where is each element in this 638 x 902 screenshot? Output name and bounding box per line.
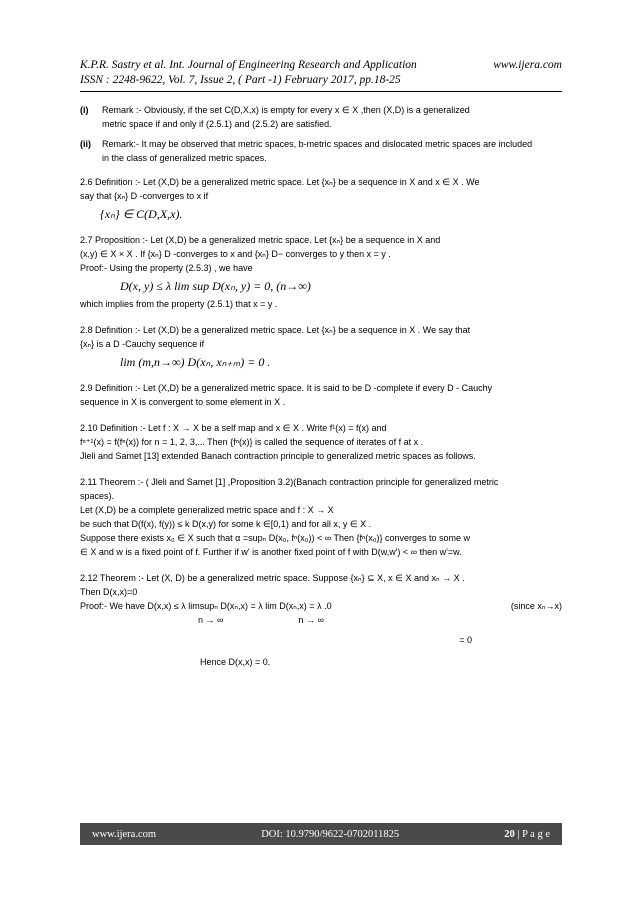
page-footer [80,823,562,845]
def28-formula: lim (m,n→∞) D(xₙ, xₙ₊ₘ) = 0 . [120,355,271,369]
remark-i-line1: Remark :- Obviously, if the set C(D,X,x) is empty for every x ∈ X ,then (X,D) is a generalized [102,105,470,115]
thm212-line1: 2.12 Theorem :- Let (X, D) be a generalized metric space. Suppose {xₙ} ⊆ X, x ∈ X and xₙ → X . [80,573,465,583]
definition-2-10 [80,421,562,463]
prop27-formula: D(x, y) ≤ λ lim sup D(xₙ, y) = 0, (n→∞) [120,279,311,293]
page-body [80,103,562,675]
remark-ii-label: (ii) [80,139,91,149]
remark-ii-line2: in the class of generalized metric spaces. [102,153,267,163]
thm212-proof-note: (since xₙ→x) [510,601,562,611]
def28-line1: 2.8 Definition :- Let (X,D) be a generalized metric space. Let {xₙ} be a sequence in X . We say that [80,325,471,335]
remark-ii-line1: Remark:- It may be observed that metric spaces, b-metric spaces and dislocated metric spaces are included [102,139,533,149]
thm212-equals-zero: = 0 [459,635,472,645]
remark-i-line2: metric space if and only if (2.5.1) and (2.5.2) are satisfied. [102,119,332,129]
prop27-line2: (x,y) ∈ X × X . If {xₙ} D -converges to x and {xₙ} D− converges to y then x = y . [80,249,391,259]
remark-i [80,103,562,131]
theorem-2-11 [80,475,562,559]
proposition-2-7 [80,233,562,311]
footer-doi[interactable]: DOI: 10.9790/9622-0702011825 [261,828,400,840]
prop27-line3: which implies from the property (2.5.1) that x = y . [80,299,278,309]
def210-line2: fⁿ⁺¹(x) = f(fⁿ(x)) for n = 1, 2, 3,... Then {fⁿ(x)} is called the sequence of iterates of f at x . [80,437,424,447]
thm212-proof: Proof:- We have D(x,x) ≤ λ limsupₙ D(xₙ,x) = λ lim D(xₙ,x) = λ .0 [80,601,332,611]
def210-line3: Jleli and Samet [13] extended Banach contraction principle to generalized metric spaces as follows. [80,451,476,461]
def29-line2: sequence in X is convergent to some element in X . [80,397,286,407]
def26-line2: say that {xₙ} D -converges to x if [80,191,209,201]
def28-line2: {xₙ} is a D -Cauchy sequence if [80,339,205,349]
issn-line: ISSN : 2248-9622, Vol. 7, Issue 2, ( Part -1) February 2017, pp.18-25 [80,74,401,86]
def210-line1: 2.10 Definition :- Let f : X → X be a self map and x ∈ X . Write f¹(x) = f(x) and [80,423,387,433]
remark-i-label: (i) [80,105,89,115]
page-word: | P a g e [514,828,550,840]
thm212-hence: Hence D(x,x) = 0. [200,657,271,667]
thm211-line6: ∈ X and w is a fixed point of f. Further if w' is another fixed point of f with D(w,w') < ∞ then w'=w. [80,547,462,557]
definition-2-8 [80,323,562,369]
thm211-line5: Suppose there exists x₀ ∈ X such that α =supₙ D(x₀, fⁿ(x₀)) < ∞ Then {fⁿ(x₀)} converges to some w [80,533,471,543]
thm211-line3: Let (X,D) be a complete generalized metric space and f : X → X [80,505,334,515]
def26-line1: 2.6 Definition :- Let (X,D) be a generalized metric space. Let {xₙ} be a sequence in X and x ∈ X . We [80,177,480,187]
thm211-line2: spaces). [80,491,115,501]
thm211-line4: be such that D(f(x), f(y)) ≤ k D(x,y) for some k ∈[0,1) and for all x, y ∈ X . [80,519,372,529]
definition-2-6 [80,175,562,221]
journal-citation: K.P.R. Sastry et al. Int. Journal of Engineering Research and Application [80,59,417,71]
header-rule [80,91,562,92]
remark-ii [80,137,562,165]
page-number: 20 [504,828,515,840]
footer-page [504,829,550,840]
prop27-line1: 2.7 Proposition :- Let (X,D) be a generalized metric space. Let {xₙ} be a sequence in X and [80,235,441,245]
def26-formula: {xₙ} ∈ C(D,X,x). [100,207,183,221]
thm212-limits: n → ∞ n → ∞ [198,615,324,625]
footer-website[interactable]: www.ijera.com [92,828,157,840]
running-header [80,58,562,88]
thm211-line1: 2.11 Theorem :- ( Jleli and Samet [1] ,Proposition 3.2)(Banach contraction principle for generalized metric [80,477,499,487]
thm212-line2: Then D(x,x)=0 [80,587,138,597]
def29-line1: 2.9 Definition :- Let (X,D) be a generalized metric space. It is said to be D -complete if every D - Cauchy [80,383,493,393]
journal-website[interactable]: www.ijera.com [493,59,562,71]
thm212-proof-row [80,599,562,613]
prop27-proof: Proof:- Using the property (2.5.3) , we have [80,263,253,273]
theorem-2-12 [80,571,562,669]
definition-2-9 [80,381,562,409]
